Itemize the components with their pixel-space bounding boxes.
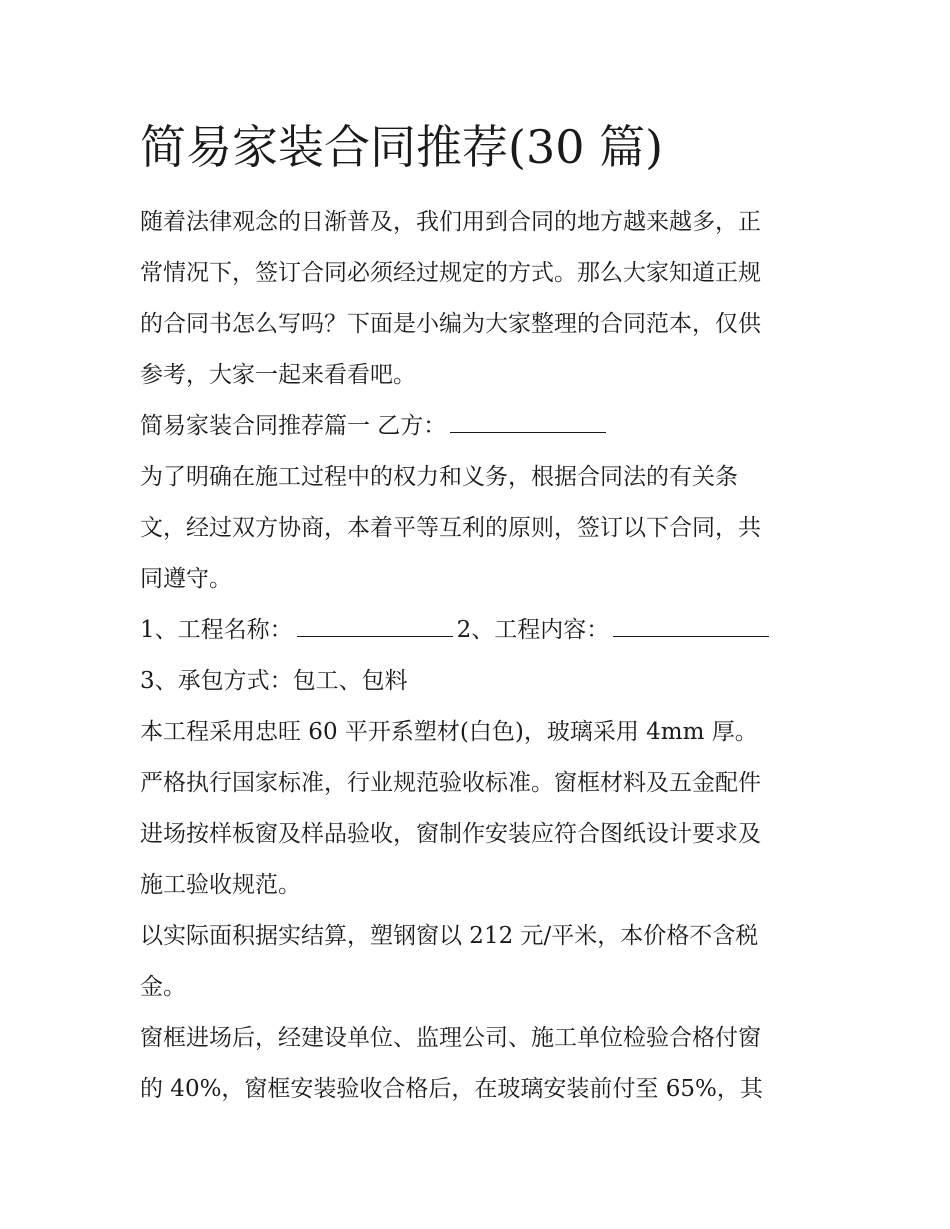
standard-line: 进场按样板窗及样品验收，窗制作安装应符合图纸设计要求及 (140, 821, 761, 847)
settlement-line: 金。 (140, 974, 186, 1000)
purpose-line: 文，经过双方协商，本着平等互利的原则，签订以下合同，共 (140, 515, 761, 541)
purpose-line: 为了明确在施工过程中的权力和义务，根据合同法的有关条 (140, 464, 738, 490)
project-content-blank (613, 612, 769, 637)
settlement-line: 以实际面积据实结算，塑钢窗以 212 元/平米，本价格不含税 (140, 923, 759, 949)
party-b-blank (450, 408, 606, 433)
intro-line: 参考，大家一起来看看吧。 (140, 362, 416, 388)
purpose-line: 同遵守。 (140, 566, 232, 592)
intro-line: 的合同书怎么写吗？下面是小编为大家整理的合同范本，仅供 (140, 311, 761, 337)
payment-line: 窗框进场后，经建设单位、监理公司、施工单位检验合格付窗 (140, 1025, 761, 1051)
project-name-blank (297, 612, 453, 637)
standard-line: 严格执行国家标准，行业规范验收标准。窗框材料及五金配件 (140, 770, 761, 796)
section-heading: 简易家装合同推荐篇一 乙方： (140, 413, 447, 439)
item1-label: 1、工程名称： (140, 617, 293, 643)
payment-line: 的 40%，窗框安装验收合格后，在玻璃安装前付至 65%，其 (140, 1076, 763, 1102)
intro-line: 随着法律观念的日渐普及，我们用到合同的地方越来越多，正 (140, 209, 761, 235)
standard-line: 施工验收规范。 (140, 872, 301, 898)
intro-line: 常情况下，签订合同必须经过规定的方式。那么大家知道正规 (140, 260, 761, 286)
project-items-line (140, 610, 773, 650)
material-line: 本工程采用忠旺 60 平开系塑材(白色)，玻璃采用 4mm 厚。 (140, 719, 758, 745)
item2-label: 2、工程内容： (456, 617, 610, 643)
contract-mode-line: 3、承包方式：包工、包料 (140, 668, 408, 694)
document-title: 简易家装合同推荐(30 篇) (140, 120, 664, 174)
section-heading-line (140, 406, 610, 446)
